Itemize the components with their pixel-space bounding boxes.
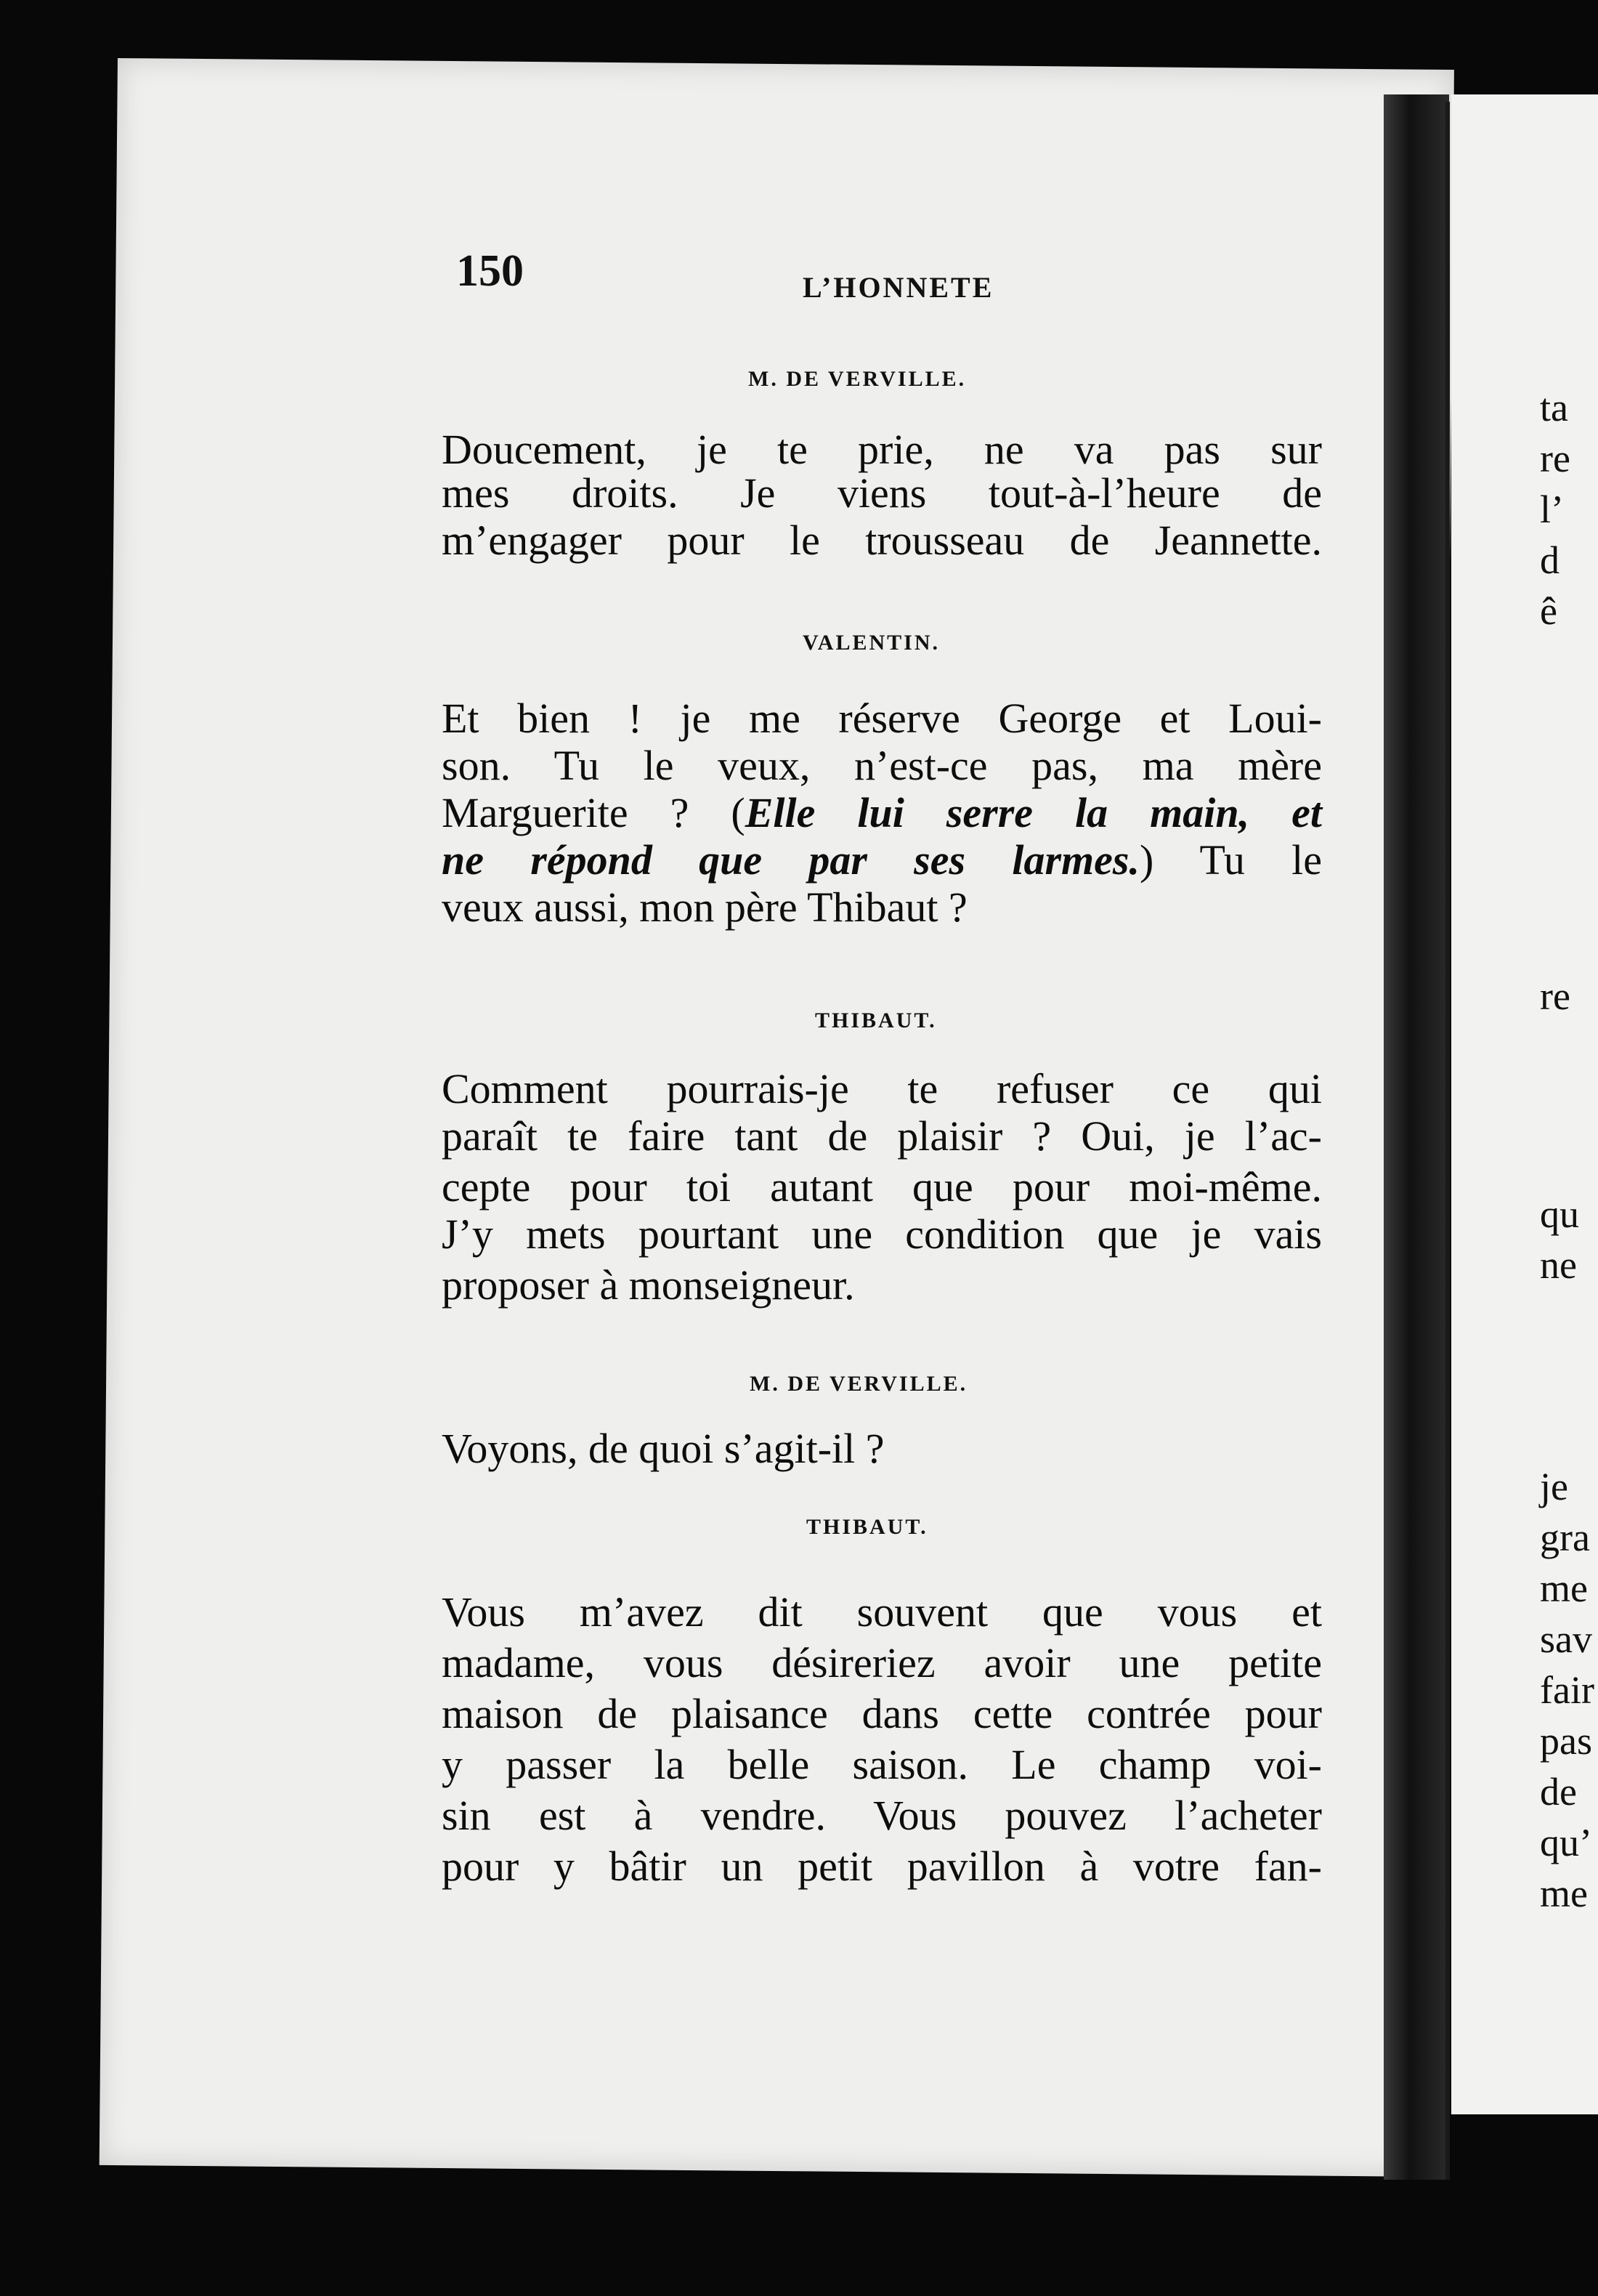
next-page-fragment: fair [1540,1668,1594,1712]
next-page-fragment: me [1540,1872,1588,1915]
text-line: y passer la belle saison. Le champ voi- [442,1741,1322,1788]
next-page-fragment: gra [1540,1516,1590,1559]
text-line: cepte pour toi autant que pour moi-même. [442,1163,1322,1210]
text-line: Marguerite ? (Elle lui serre la main, et [442,789,1322,836]
next-page-fragment: qu’ [1540,1821,1592,1864]
text-line: proposer à monseigneur. [442,1261,855,1309]
next-page-fragment: pas [1540,1719,1592,1763]
text-line: pour y bâtir un petit pavillon à votre fan- [442,1843,1322,1890]
speaker-label: M. DE VERVILLE. [750,1372,968,1396]
next-page-fragment: re [1540,974,1570,1018]
text-line: sin est à vendre. Vous pouvez l’acheter [442,1792,1322,1839]
next-page-fragment: de [1540,1770,1577,1814]
text-line: veux aussi, mon père Thibaut ? [442,884,968,931]
text-line: ne répond que par ses larmes.) Tu le [442,836,1322,884]
text-line: Vous m’avez dit souvent que vous et [442,1588,1322,1636]
next-page-fragment: re [1540,437,1570,480]
text-line: m’engager pour le trousseau de Jeannette. [442,517,1322,564]
next-page-fragment: ê [1540,589,1557,633]
text-line: Doucement, je te prie, ne va pas sur [442,426,1322,473]
page-number: 150 [456,246,524,296]
text-line: maison de plaisance dans cette contrée pour [442,1690,1322,1737]
speaker-label: THIBAUT. [806,1515,928,1539]
text-line: paraît te faire tant de plaisir ? Oui, je l’ac- [442,1112,1322,1160]
next-page-fragment: qu [1540,1192,1579,1236]
speaker-label: THIBAUT. [815,1008,937,1032]
next-page-fragment: ta [1540,386,1568,429]
text-line: madame, vous désireriez avoir une petite [442,1639,1322,1686]
speaker-label: M. DE VERVILLE. [748,367,967,391]
running-head: L’HONNETE [803,271,994,304]
next-page-fragment: je [1540,1465,1568,1508]
text-line: Voyons, de quoi s’agit-il ? [442,1425,885,1472]
text-line: son. Tu le veux, n’est-ce pas, ma mère [442,742,1322,789]
next-page-fragment: l’ [1540,488,1564,531]
text-line: mes droits. Je viens tout-à-l’heure de [442,469,1322,517]
text-line: Comment pourrais-je te refuser ce qui [442,1065,1322,1112]
speaker-label: VALENTIN. [803,631,940,655]
next-page-fragment: ne [1540,1243,1577,1287]
text-line: J’y mets pourtant une condition que je vais [442,1210,1322,1258]
next-page-fragment: d [1540,538,1560,582]
text-line: Et bien ! je me réserve George et Loui- [442,695,1322,742]
gutter-fold-line [1445,102,1450,2180]
book-gutter [1384,94,1449,2180]
next-page-fragment: me [1540,1567,1588,1610]
next-page-fragment: sav [1540,1617,1592,1661]
